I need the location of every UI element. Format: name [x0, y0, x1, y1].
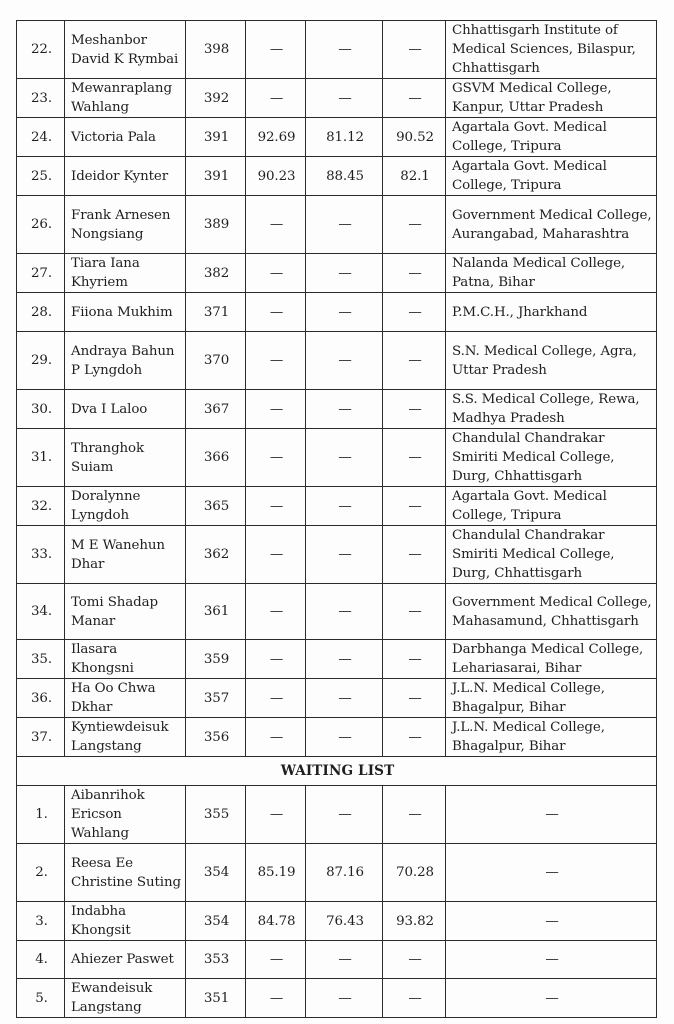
mark-3: — — [383, 487, 446, 526]
score: 389 — [186, 196, 246, 254]
mark-1: — — [246, 640, 306, 679]
mark-3: — — [383, 584, 446, 640]
allotted-college: — — [446, 941, 657, 979]
mark-2: — — [306, 390, 383, 429]
allotted-college: S.N. Medical College, Agra, Uttar Pradesh — [446, 332, 657, 390]
mark-2: — — [306, 332, 383, 390]
mark-3: 70.28 — [383, 844, 446, 902]
table-row — [17, 390, 657, 429]
mark-2: — — [306, 941, 383, 979]
serial-number: 33. — [17, 526, 65, 584]
table-row — [17, 79, 657, 118]
candidate-name: Aibanrihok Ericson Wahlang — [65, 786, 186, 844]
waiting-row — [17, 844, 657, 902]
candidate-name: Ilasara Khongsni — [65, 640, 186, 679]
serial-number: 23. — [17, 79, 65, 118]
mark-1: — — [246, 718, 306, 757]
mark-1: — — [246, 584, 306, 640]
candidate-name: Ideidor Kynter — [65, 157, 186, 196]
mark-1: — — [246, 487, 306, 526]
serial-number: 30. — [17, 390, 65, 429]
allotted-college: Agartala Govt. Medical College, Tripura — [446, 118, 657, 157]
mark-2: 87.16 — [306, 844, 383, 902]
merit-list-table — [16, 20, 657, 1018]
mark-1: — — [246, 979, 306, 1018]
mark-3: — — [383, 941, 446, 979]
serial-number: 35. — [17, 640, 65, 679]
mark-3: 82.1 — [383, 157, 446, 196]
score: 354 — [186, 844, 246, 902]
mark-3: 93.82 — [383, 902, 446, 941]
mark-1: 92.69 — [246, 118, 306, 157]
allotted-college: — — [446, 786, 657, 844]
mark-1: — — [246, 390, 306, 429]
mark-3: — — [383, 79, 446, 118]
allotted-college: GSVM Medical College, Kanpur, Uttar Pradesh — [446, 79, 657, 118]
serial-number: 25. — [17, 157, 65, 196]
candidate-name: Reesa Ee Christine Suting — [65, 844, 186, 902]
waiting-list-heading: WAITING LIST — [17, 757, 657, 786]
candidate-name: Ewandeisuk Langstang — [65, 979, 186, 1018]
candidate-name: Victoria Pala — [65, 118, 186, 157]
serial-number: 26. — [17, 196, 65, 254]
mark-3: — — [383, 21, 446, 79]
candidate-name: Andraya Bahun P Lyngdoh — [65, 332, 186, 390]
allotted-college: J.L.N. Medical College, Bhagalpur, Bihar — [446, 679, 657, 718]
score: 357 — [186, 679, 246, 718]
allotted-college: Agartala Govt. Medical College, Tripura — [446, 487, 657, 526]
score: 366 — [186, 429, 246, 487]
score: 365 — [186, 487, 246, 526]
mark-3: — — [383, 786, 446, 844]
allotted-college: Darbhanga Medical College, Lehariasarai, Bihar — [446, 640, 657, 679]
candidate-name: Meshanbor David K Rymbai — [65, 21, 186, 79]
serial-number: 29. — [17, 332, 65, 390]
table-row — [17, 640, 657, 679]
score: 353 — [186, 941, 246, 979]
mark-1: — — [246, 679, 306, 718]
mark-3: 90.52 — [383, 118, 446, 157]
mark-3: — — [383, 390, 446, 429]
candidate-name: Mewanraplang Wahlang — [65, 79, 186, 118]
mark-2: — — [306, 640, 383, 679]
table-row — [17, 487, 657, 526]
table-row — [17, 718, 657, 757]
mark-1: — — [246, 786, 306, 844]
score: 391 — [186, 118, 246, 157]
candidate-name: M E Wanehun Dhar — [65, 526, 186, 584]
score: 371 — [186, 293, 246, 332]
serial-number: 3. — [17, 902, 65, 941]
mark-2: — — [306, 679, 383, 718]
candidate-name: Kyntiewdeisuk Langstang — [65, 718, 186, 757]
score: 370 — [186, 332, 246, 390]
allotted-college: Chhattisgarh Institute of Medical Sciences, Bilaspur, Chhattisgarh — [446, 21, 657, 79]
score: 356 — [186, 718, 246, 757]
table-row — [17, 21, 657, 79]
score: 355 — [186, 786, 246, 844]
mark-3: — — [383, 332, 446, 390]
mark-2: — — [306, 487, 383, 526]
allotted-college: S.S. Medical College, Rewa, Madhya Pradesh — [446, 390, 657, 429]
mark-3: — — [383, 640, 446, 679]
mark-1: — — [246, 196, 306, 254]
table-row — [17, 526, 657, 584]
mark-1: — — [246, 254, 306, 293]
allotted-college: Chandulal Chandrakar Smiriti Medical College, Durg, Chhattisgarh — [446, 526, 657, 584]
table-row — [17, 429, 657, 487]
waiting-row — [17, 979, 657, 1018]
waiting-list-header-row — [17, 757, 657, 786]
mark-3: — — [383, 718, 446, 757]
table-row — [17, 254, 657, 293]
mark-1: 84.78 — [246, 902, 306, 941]
candidate-name: Indabha Khongsit — [65, 902, 186, 941]
score: 398 — [186, 21, 246, 79]
mark-2: 88.45 — [306, 157, 383, 196]
mark-2: — — [306, 718, 383, 757]
mark-1: — — [246, 941, 306, 979]
mark-3: — — [383, 679, 446, 718]
mark-1: 90.23 — [246, 157, 306, 196]
allotted-college: — — [446, 902, 657, 941]
allotted-college: Nalanda Medical College, Patna, Bihar — [446, 254, 657, 293]
table-row — [17, 118, 657, 157]
score: 367 — [186, 390, 246, 429]
serial-number: 24. — [17, 118, 65, 157]
mark-2: 76.43 — [306, 902, 383, 941]
serial-number: 5. — [17, 979, 65, 1018]
candidate-name: Ha Oo Chwa Dkhar — [65, 679, 186, 718]
allotted-college: Government Medical College, Mahasamund, Chhattisgarh — [446, 584, 657, 640]
mark-2: — — [306, 293, 383, 332]
allotted-college: — — [446, 844, 657, 902]
table-row — [17, 196, 657, 254]
score: 382 — [186, 254, 246, 293]
allotted-college: Government Medical College, Aurangabad, Maharashtra — [446, 196, 657, 254]
allotted-college: P.M.C.H., Jharkhand — [446, 293, 657, 332]
mark-2: — — [306, 21, 383, 79]
score: 362 — [186, 526, 246, 584]
table-row — [17, 293, 657, 332]
table-row — [17, 679, 657, 718]
waiting-row — [17, 902, 657, 941]
mark-2: — — [306, 786, 383, 844]
serial-number: 22. — [17, 21, 65, 79]
allotted-college: J.L.N. Medical College, Bhagalpur, Bihar — [446, 718, 657, 757]
serial-number: 4. — [17, 941, 65, 979]
mark-3: — — [383, 979, 446, 1018]
waiting-row — [17, 786, 657, 844]
mark-1: — — [246, 293, 306, 332]
candidate-name: Dva I Laloo — [65, 390, 186, 429]
serial-number: 36. — [17, 679, 65, 718]
mark-3: — — [383, 429, 446, 487]
score: 354 — [186, 902, 246, 941]
mark-1: 85.19 — [246, 844, 306, 902]
mark-3: — — [383, 254, 446, 293]
serial-number: 28. — [17, 293, 65, 332]
score: 361 — [186, 584, 246, 640]
allotted-college: — — [446, 979, 657, 1018]
mark-2: — — [306, 196, 383, 254]
score: 359 — [186, 640, 246, 679]
candidate-name: Thranghok Suiam — [65, 429, 186, 487]
mark-1: — — [246, 21, 306, 79]
allotted-college: Chandulal Chandrakar Smiriti Medical College, Durg, Chhattisgarh — [446, 429, 657, 487]
candidate-name: Tiara Iana Khyriem — [65, 254, 186, 293]
mark-2: — — [306, 584, 383, 640]
serial-number: 1. — [17, 786, 65, 844]
mark-2: — — [306, 79, 383, 118]
mark-3: — — [383, 293, 446, 332]
candidate-name: Tomi Shadap Manar — [65, 584, 186, 640]
serial-number: 27. — [17, 254, 65, 293]
table-row — [17, 157, 657, 196]
mark-1: — — [246, 79, 306, 118]
score: 391 — [186, 157, 246, 196]
mark-2: — — [306, 429, 383, 487]
serial-number: 31. — [17, 429, 65, 487]
mark-3: — — [383, 196, 446, 254]
table-row — [17, 332, 657, 390]
serial-number: 37. — [17, 718, 65, 757]
serial-number: 2. — [17, 844, 65, 902]
candidate-name: Fiiona Mukhim — [65, 293, 186, 332]
table-row — [17, 584, 657, 640]
candidate-name: Frank Arnesen Nongsiang — [65, 196, 186, 254]
score: 392 — [186, 79, 246, 118]
mark-1: — — [246, 429, 306, 487]
mark-2: 81.12 — [306, 118, 383, 157]
serial-number: 32. — [17, 487, 65, 526]
mark-2: — — [306, 526, 383, 584]
score: 351 — [186, 979, 246, 1018]
mark-1: — — [246, 332, 306, 390]
mark-2: — — [306, 979, 383, 1018]
mark-3: — — [383, 526, 446, 584]
waiting-row — [17, 941, 657, 979]
serial-number: 34. — [17, 584, 65, 640]
mark-2: — — [306, 254, 383, 293]
candidate-name: Ahiezer Paswet — [65, 941, 186, 979]
candidate-name: Doralynne Lyngdoh — [65, 487, 186, 526]
allotted-college: Agartala Govt. Medical College, Tripura — [446, 157, 657, 196]
mark-1: — — [246, 526, 306, 584]
